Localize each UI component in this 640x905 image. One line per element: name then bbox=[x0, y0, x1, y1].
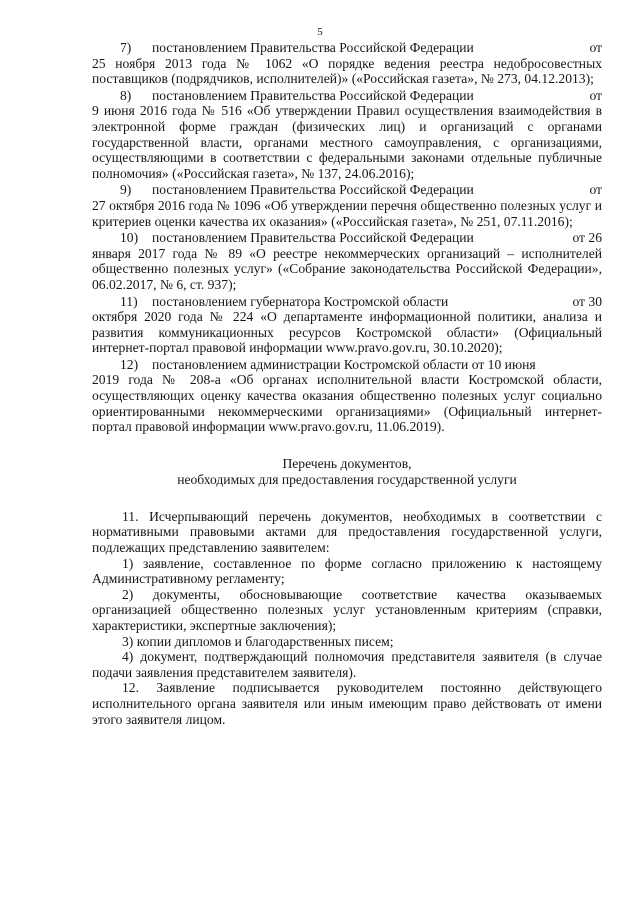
list-item-9 bbox=[92, 182, 602, 229]
list-item-10 bbox=[92, 230, 602, 292]
subitem-3: 3) копии дипломов и благодарственных писем; bbox=[122, 633, 394, 649]
item-body: января 2017 года № 89 «О реестре некоммерческих организаций – исполнителей общественно полезных услуг» («Собрание законодательства Российской Федерации», 06.02.2017, № 6, ст. 937); bbox=[92, 245, 602, 292]
item-title: постановлением Правительства Российской Федерации bbox=[152, 40, 474, 55]
item-title: постановлением администрации Костромской области от 10 июня bbox=[152, 356, 536, 372]
item-title: постановлением Правительства Российской Федерации bbox=[152, 230, 474, 246]
section-heading bbox=[92, 456, 602, 488]
paragraph-11: 11. Исчерпывающий перечень документов, необходимых в соответствии с нормативными правовыми актами для предоставления государственной услуги, подлежащих представлению заявителем: bbox=[92, 508, 602, 556]
item-number: 11) bbox=[120, 293, 138, 309]
item-body: 9 июня 2016 года № 516 «Об утверждении Правил осуществления взаимодействия в электронной форме граждан (физических лиц) и организаций с органами государственной власти, органами местного самоуправления, с организациями, осуществляющими в соответствии с федеральными законами отдельные публичные полномочия» («Российская газета», № 137, 24.06.2016); bbox=[92, 103, 602, 181]
item-body: 27 октября 2016 года № 1096 «Об утверждении перечня общественно полезных услуг и критериев оценки качества их оказания» («Российская газета», № 251, 07.11.2016); bbox=[92, 197, 602, 229]
document-body bbox=[92, 40, 602, 727]
item-date-start: от bbox=[589, 40, 602, 55]
item-number: 9) bbox=[120, 182, 132, 198]
item-number: 10) bbox=[120, 230, 139, 246]
subitem-1: 1) заявление, составленное по форме согласно приложению к настоящему Административному регламенту; bbox=[92, 555, 602, 587]
list-item-12 bbox=[92, 357, 602, 435]
item-body: октября 2020 года № 224 «О департаменте информационной политики, анализа и развития коммуникационных ресурсов Костромской области» (Официальный интернет-портал правовой информации www.pravo.gov.ru, 30.10.2020); bbox=[92, 309, 602, 356]
item-title: постановлением Правительства Российской Федерации bbox=[152, 182, 474, 198]
section-heading-line-1: Перечень документов, bbox=[282, 455, 412, 471]
section-heading-line-2: необходимых для предоставления государственной услуги bbox=[177, 471, 517, 487]
item-body: 2019 года № 208-а «Об органах исполнительной власти Костромской области, осуществляющих оценку качества оказания общественно полезных услуг социально ориентированными некоммерческими организациями» (Официальный интернет-портал правовой информации www.pravo.gov.ru, 11.06.2019). bbox=[92, 372, 602, 435]
item-title: постановлением губернатора Костромской области bbox=[152, 293, 449, 309]
item-number: 8) bbox=[120, 87, 132, 103]
item-number: 12) bbox=[120, 356, 139, 372]
subitem-2: 2) документы, обосновывающие соответствие качества оказываемых организацией общественно полезных услуг установленным критериям (справки, характеристики, экспертные заключения); bbox=[92, 586, 602, 633]
item-number: 7) bbox=[120, 40, 132, 55]
item-date-start: от bbox=[589, 87, 602, 103]
item-title: постановлением Правительства Российской Федерации bbox=[152, 87, 474, 103]
item-date-start: от bbox=[589, 182, 602, 198]
item-date-start: от 30 bbox=[572, 293, 602, 309]
list-item-7 bbox=[92, 40, 602, 87]
paragraph-12: 12. Заявление подписывается руководителем постоянно действующего исполнительного органа заявителя или иным имеющим право действовать от имени этого заявителя лицом. bbox=[92, 680, 602, 727]
page-number: 5 bbox=[317, 26, 323, 38]
subitem-4: 4) документ, подтверждающий полномочия представителя заявителя (в случае подачи заявления представителем заявителя). bbox=[92, 649, 602, 680]
item-body: 25 ноября 2013 года № 1062 «О порядке ведения реестра недобросовестных поставщиков (подрядчиков, исполнителей)» («Российская газета», № 273, 04.12.2013); bbox=[92, 55, 602, 87]
list-item-11 bbox=[92, 294, 602, 356]
item-date-start: от 26 bbox=[572, 230, 602, 246]
list-item-8 bbox=[92, 88, 602, 182]
